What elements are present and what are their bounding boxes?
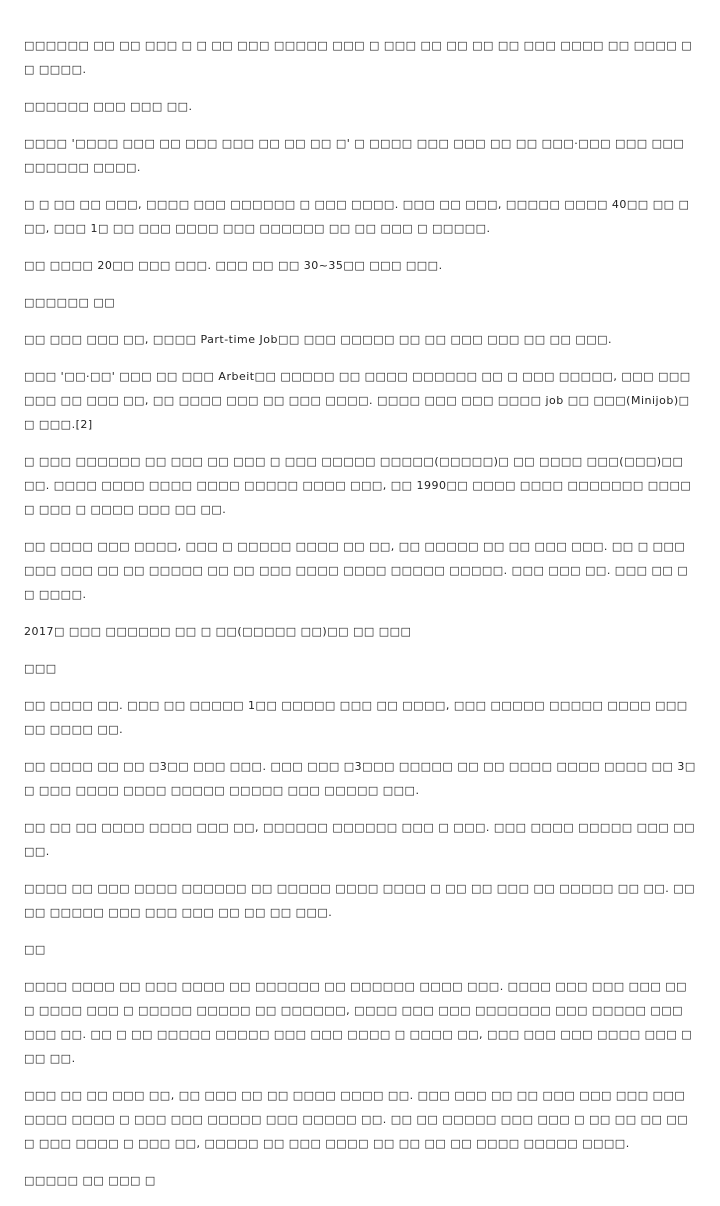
paragraph-20: □□□□□ □□ □□□ □	[24, 1174, 156, 1187]
paragraph-9: □ □□□ □□□□□□ □□ □□□ □□ □□□ □ □□□ □□□□□ □□□□□(□□□□□)□ □□ □□□□ □□□(□□□)□□ □□. □□□□ □□□□ □□□□ □□□□ □□□□□ □□□□ □□□, □□ 1990□□ □□□□ □□□□ □□□□□□□ □□□□ □ □□□ □ □□□□ □□□ □□ □□.	[24, 455, 692, 516]
paragraph-7: □□ □□□ □□□ □□, □□□□ Part-time Job□□ □□□ □□□□□ □□ □□ □□□ □□□ □□ □□ □□□.	[24, 333, 613, 346]
paragraph-2: □□□□□□ □□□ □□□ □□.	[24, 100, 193, 113]
section-heading-2: □□□	[24, 662, 57, 675]
paragraph-14: □□ □□□□ □□ □□ □3□□ □□□ □□□. □□□ □□□ □3□□□ □□□□□ □□ □□ □□□□ □□□□ □□□□ □□ 3□□ □□□ □□□□ □□□□ □□□□□ □□□□□ □□□ □□□□□ □□□.	[24, 760, 696, 797]
paragraph-16: □□□□ □□ □□□ □□□□ □□□□□□ □□ □□□□□ □□□□ □□□□ □ □□ □□ □□□ □□ □□□□□ □□ □□. □□ □□ □□□□□ □□□ □□□ □□□ □□ □□ □□ □□□.	[24, 882, 696, 919]
paragraph-1: □□□□□□ □□ □□ □□□ □ □ □□ □□□ □□□□□ □□□ □ □□□ □□ □□ □□ □□ □□□ □□□□ □□ □□□□ □□ □□□□.	[24, 39, 693, 76]
paragraph-19: □□□ □□ □□ □□□ □□, □□ □□□ □□ □□ □□□□ □□□□ □□. □□□ □□□ □□ □□ □□□ □□□ □□□ □□□ □□□□ □□□□ □ □□□ □□□ □□□□□ □□□ □□□□□ □□. □□ □□ □□□□□ □□□ □□□ □ □□ □□ □□ □□□ □□□ □□□□ □ □□□ □□, □□□□□ □□ □□□ □□□□ □□ □□ □□ □□ □□□□ □□□□□ □□□□.	[24, 1089, 689, 1150]
paragraph-5: □□ □□□□ 20□□ □□□ □□□. □□□ □□ □□ 30~35□□ □□□ □□□.	[24, 259, 443, 272]
paragraph-4: □ □ □□ □□ □□□, □□□□ □□□ □□□□□□ □ □□□ □□□□. □□□ □□ □□□, □□□□□ □□□□ 40□□ □□ □□□, □□□ 1□ □□ □□□ □□□□ □□□ □□□□□□ □□ □□ □□□ □ □□□□□.	[24, 198, 690, 235]
paragraph-15: □□ □□ □□ □□□□ □□□□ □□□ □□, □□□□□□ □□□□□□ □□□ □ □□□. □□□ □□□□ □□□□□ □□□ □□ □□.	[24, 821, 696, 858]
paragraph-3: □□□□ '□□□□ □□□ □□ □□□ □□□ □□ □□ □□ □' □ □□□□ □□□ □□□ □□ □□ □□□·□□□ □□□ □□□ □□□□□□ □□□□.	[24, 137, 685, 174]
paragraph-10: □□ □□□□ □□□ □□□□, □□□ □ □□□□□ □□□□ □□ □□, □□ □□□□□ □□ □□ □□□ □□□. □□ □ □□□ □□□ □□□ □□ □□ □□□□□ □□ □□ □□□ □□□□ □□□□ □□□□□ □□□□□. □□□ □□□ □□. □□□ □□ □□ □□□□.	[24, 540, 689, 601]
paragraph-18: □□□□ □□□□ □□ □□□ □□□□ □□ □□□□□□ □□ □□□□□□ □□□□ □□□. □□□□ □□□ □□□ □□□ □□□ □□□□ □□□ □ □□□□□ □□□□□ □□ □□□□□□, □□□□ □□□ □□□ □□□□□□□ □□□ □□□□□ □□□ □□□ □□. □□ □ □□ □□□□□ □□□□□ □□□ □□□ □□□□ □ □□□□ □□, □□□ □□□ □□□ □□□□ □□□ □□□ □□.	[24, 980, 693, 1065]
paragraph-8-text: □□□ '□□·□□' □□□ □□ □□□ Arbeit□□ □□□□□ □□ □□□□ □□□□□□ □□ □ □□□ □□□□□, □□□ □□□ □□□ □□ □□□ □□, □□ □□□□ □□□ □□ □□□ □□□□. □□□□ □□□ □□□ □□□□ job □□ □□□(Minijob)□□ □□□.	[24, 370, 691, 431]
section-heading-1: □□□□□□ □□	[24, 296, 116, 309]
paragraph-11: 2017□ □□□ □□□□□□ □□ □ □□(□□□□□ □□)□□ □□ □□□	[24, 625, 412, 638]
paragraph-8	[24, 365, 696, 437]
section-heading-3: □□	[24, 943, 46, 956]
document-body	[24, 34, 696, 1206]
paragraph-13: □□ □□□□ □□. □□□ □□ □□□□□ 1□□ □□□□□ □□□ □□ □□□□, □□□ □□□□□ □□□□□ □□□□ □□□ □□ □□□□ □□.	[24, 699, 688, 736]
footnote-link[interactable]: [2]	[75, 418, 93, 431]
